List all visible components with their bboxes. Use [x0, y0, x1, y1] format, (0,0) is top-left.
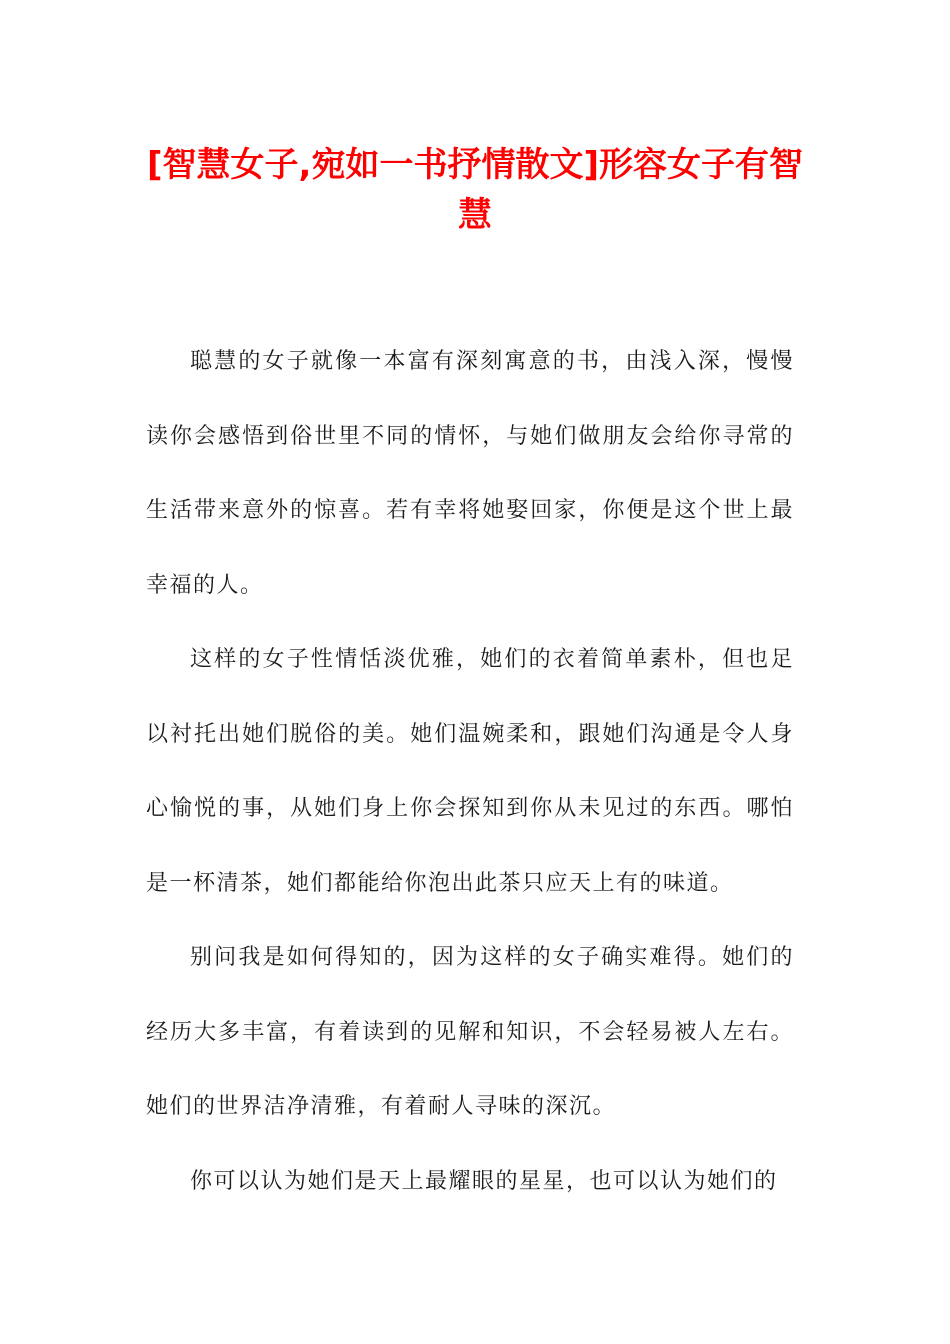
paragraph-4: 你可以认为她们是天上最耀眼的星星，也可以认为她们的 — [190, 1168, 778, 1194]
document-title: [智慧女子,宛如一书抒情散文]形容女子有智慧 — [147, 145, 803, 235]
paragraph-2: 这样的女子性情恬淡优雅，她们的衣着简单素朴，但也足以衬托出她们脱俗的美。她们温婉柔和，跟她们沟通是令人身心愉悦的事，从她们身上你会探知到你从未见过的东西。哪怕是一杯清茶，她们都能给你泡出此茶只应天上有的味道。 — [146, 647, 794, 896]
document-body — [146, 325, 794, 1219]
paragraph-3: 别问我是如何得知的，因为这样的女子确实难得。她们的经历大多丰富，有着读到的见解和知识，不会轻易被人左右。她们的世界洁净清雅，有着耐人寻味的深沉。 — [146, 945, 794, 1119]
paragraph-1: 聪慧的女子就像一本富有深刻寓意的书，由浅入深，慢慢读你会感悟到俗世里不同的情怀，与她们做朋友会给你寻常的生活带来意外的惊喜。若有幸将她娶回家，你便是这个世上最幸福的人。 — [146, 349, 794, 598]
